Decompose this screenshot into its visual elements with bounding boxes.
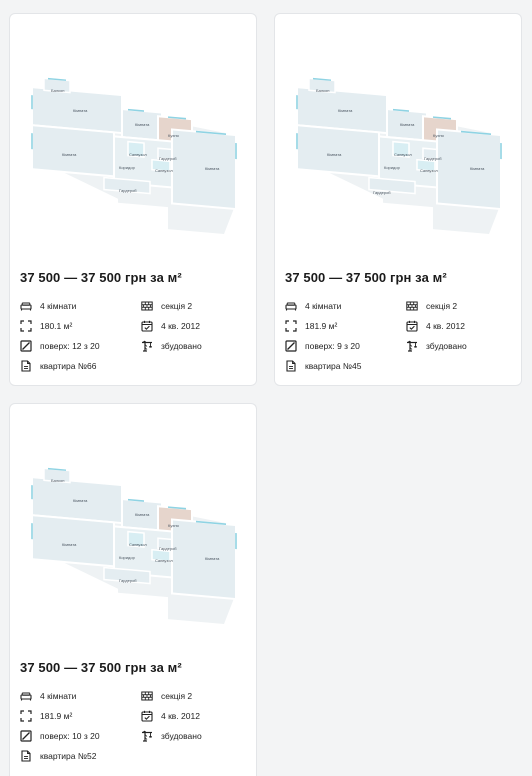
plan-label-bathroom: Санвузол bbox=[155, 168, 173, 173]
spec-section-value: секція 2 bbox=[426, 301, 458, 311]
bed-icon bbox=[285, 300, 297, 312]
spec-floor bbox=[285, 340, 360, 352]
spec-floor-value: поверх: 9 з 20 bbox=[305, 341, 360, 351]
plan-label-bathroom: Санвузол bbox=[129, 152, 147, 157]
plan-label-room: Кімната bbox=[62, 542, 77, 547]
spec-status bbox=[406, 340, 467, 352]
crane-icon bbox=[141, 340, 153, 352]
plan-label-wardrobe: Гардероб bbox=[159, 156, 177, 161]
spec-rooms bbox=[285, 300, 341, 312]
spec-status-value: збудовано bbox=[161, 341, 202, 351]
plan-label-balcony: Балкон bbox=[51, 88, 65, 93]
plan-label-kitchen: Кухня bbox=[168, 133, 179, 138]
floor-plan-image bbox=[283, 66, 515, 236]
bed-icon bbox=[20, 690, 32, 702]
spec-area-value: 181.9 м² bbox=[305, 321, 338, 331]
spec-status bbox=[141, 730, 202, 742]
spec-rooms bbox=[20, 690, 76, 702]
plan-label-kitchen: Кухня bbox=[168, 523, 179, 528]
spec-apartment bbox=[20, 360, 96, 372]
floor-icon bbox=[20, 340, 32, 352]
plan-label-room: Кімната bbox=[205, 166, 220, 171]
spec-completion bbox=[141, 710, 200, 722]
calendar-icon bbox=[141, 710, 153, 722]
plan-label-hall: Коридор bbox=[119, 165, 135, 170]
spec-section bbox=[406, 300, 457, 312]
price-range: 37 500 — 37 500 грн за м² bbox=[20, 270, 182, 285]
spec-apartment bbox=[285, 360, 361, 372]
spec-floor bbox=[20, 340, 100, 352]
spec-completion bbox=[406, 320, 465, 332]
calendar-icon bbox=[406, 320, 418, 332]
listing-card[interactable] bbox=[9, 403, 257, 776]
plan-label-bathroom: Санвузол bbox=[129, 542, 147, 547]
document-icon bbox=[20, 750, 32, 762]
spec-apartment-value: квартира №52 bbox=[40, 751, 97, 761]
spec-section bbox=[141, 690, 192, 702]
plan-label-wardrobe: Гардероб bbox=[119, 578, 137, 583]
spec-status-value: збудовано bbox=[161, 731, 202, 741]
section-icon bbox=[141, 300, 153, 312]
plan-label-room: Кімната bbox=[73, 108, 88, 113]
spec-completion-value: 4 кв. 2012 bbox=[161, 711, 200, 721]
floor-plan-image bbox=[18, 456, 250, 626]
spec-section bbox=[141, 300, 192, 312]
spec-section-value: секція 2 bbox=[161, 301, 193, 311]
spec-floor-value: поверх: 10 з 20 bbox=[40, 731, 100, 741]
spec-rooms bbox=[20, 300, 76, 312]
plan-label-hall: Коридор bbox=[119, 555, 135, 560]
plan-label-room: Кімната bbox=[327, 152, 342, 157]
document-icon bbox=[20, 360, 32, 372]
section-icon bbox=[406, 300, 418, 312]
spec-completion bbox=[141, 320, 200, 332]
spec-area bbox=[285, 320, 337, 332]
spec-rooms-value: 4 кімнати bbox=[40, 691, 77, 701]
spec-rooms-value: 4 кімнати bbox=[40, 301, 77, 311]
plan-label-room: Кімната bbox=[205, 556, 220, 561]
plan-label-wardrobe: Гардероб bbox=[424, 156, 442, 161]
spec-status-value: збудовано bbox=[426, 341, 467, 351]
plan-label-wardrobe: Гардероб bbox=[119, 188, 137, 193]
section-icon bbox=[141, 690, 153, 702]
plan-label-room: Кімната bbox=[135, 122, 150, 127]
plan-label-room: Кімната bbox=[470, 166, 485, 171]
document-icon bbox=[285, 360, 297, 372]
spec-apartment-value: квартира №66 bbox=[40, 361, 97, 371]
plan-label-bathroom: Санвузол bbox=[394, 152, 412, 157]
plan-label-room: Кімната bbox=[73, 498, 88, 503]
plan-label-room: Кімната bbox=[338, 108, 353, 113]
spec-area-value: 180.1 м² bbox=[40, 321, 73, 331]
plan-label-balcony: Балкон bbox=[51, 478, 65, 483]
spec-rooms-value: 4 кімнати bbox=[305, 301, 342, 311]
area-icon bbox=[20, 710, 32, 722]
plan-label-balcony: Балкон bbox=[316, 88, 330, 93]
spec-completion-value: 4 кв. 2012 bbox=[161, 321, 200, 331]
calendar-icon bbox=[141, 320, 153, 332]
area-icon bbox=[285, 320, 297, 332]
plan-label-bathroom: Санвузол bbox=[155, 558, 173, 563]
floor-plan-image bbox=[18, 66, 250, 236]
plan-label-kitchen: Кухня bbox=[433, 133, 444, 138]
plan-label-bathroom: Санвузол bbox=[420, 168, 438, 173]
crane-icon bbox=[141, 730, 153, 742]
plan-label-room: Кімната bbox=[400, 122, 415, 127]
floor-icon bbox=[20, 730, 32, 742]
spec-section-value: секція 2 bbox=[161, 691, 193, 701]
spec-apartment-value: квартира №45 bbox=[305, 361, 362, 371]
price-range: 37 500 — 37 500 грн за м² bbox=[20, 660, 182, 675]
crane-icon bbox=[406, 340, 418, 352]
plan-label-wardrobe: Гардероб bbox=[373, 190, 391, 195]
bed-icon bbox=[20, 300, 32, 312]
spec-area-value: 181.9 м² bbox=[40, 711, 73, 721]
plan-label-room: Кімната bbox=[135, 512, 150, 517]
floor-icon bbox=[285, 340, 297, 352]
spec-floor bbox=[20, 730, 100, 742]
spec-floor-value: поверх: 12 з 20 bbox=[40, 341, 100, 351]
listing-card[interactable] bbox=[274, 13, 522, 386]
spec-area bbox=[20, 710, 72, 722]
spec-status bbox=[141, 340, 202, 352]
plan-label-room: Кімната bbox=[62, 152, 77, 157]
area-icon bbox=[20, 320, 32, 332]
spec-completion-value: 4 кв. 2012 bbox=[426, 321, 465, 331]
listing-card[interactable] bbox=[9, 13, 257, 386]
price-range: 37 500 — 37 500 грн за м² bbox=[285, 270, 447, 285]
plan-label-wardrobe: Гардероб bbox=[159, 546, 177, 551]
spec-area bbox=[20, 320, 72, 332]
spec-apartment bbox=[20, 750, 96, 762]
plan-label-hall: Коридор bbox=[384, 165, 400, 170]
